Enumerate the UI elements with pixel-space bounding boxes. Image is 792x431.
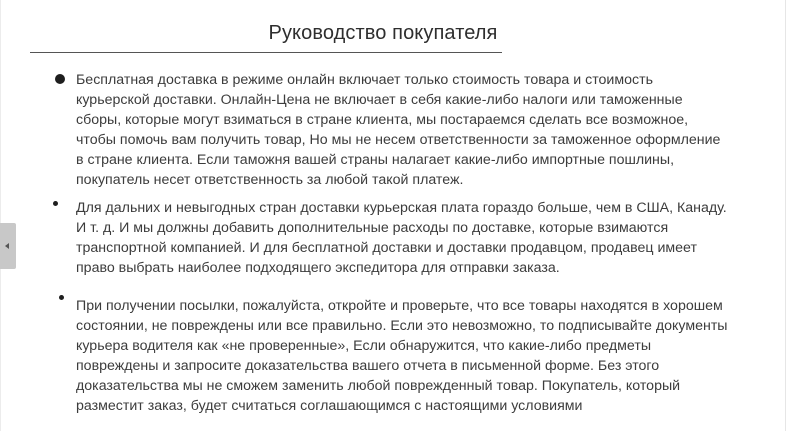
- bullet-icon: [55, 74, 65, 84]
- list-item: При получении посылки, пожалуйста, откройте и проверьте, что все товары находятся в хорошем состоянии, не повреждены или все правильно. Если это невозможно, то подписывайте документы курьера водителя как «не проверенные», Если обнаружится, что какие-либо предметы повреждены и запросите доказательства вашего отчета в письменной форме. Без этого доказательства мы не сможем заменить любой поврежденный товар. Покупатель, который разместит заказ, будет считаться соглашающимся с настоящими условиями: [76, 298, 728, 414]
- list-item: Для дальних и невыгодных стран доставки курьерская плата гораздо больше, чем в США, Канаду. И т. д. И мы должны добавить дополнительные расходы по доставке, которые взимаются транспортной компанией. И для бесплатной доставки и доставки продавцом, продавец имеет право выбрать наиболее подходящего экспедитора для отправки заказа.: [76, 200, 727, 276]
- bullet-icon: [53, 201, 58, 206]
- bullet-icon: [59, 295, 64, 300]
- page-title: Руководство покупателя: [268, 22, 498, 44]
- list-item: Бесплатная доставка в режиме онлайн включает только стоимость товара и стоимость курьерской доставки. Онлайн-Цена не включает в себя какие-либо налоги или таможенные сборы, которые могут взиматься в стране клиента, мы постараемся сделать все возможное, чтобы помочь вам получить товар, Но мы не несем ответственности за таможенное оформление в стране клиента. Если таможня вашей страны налагает какие-либо импортные пошлины, покупатель несет ответственность за любой такой платеж.: [76, 72, 721, 188]
